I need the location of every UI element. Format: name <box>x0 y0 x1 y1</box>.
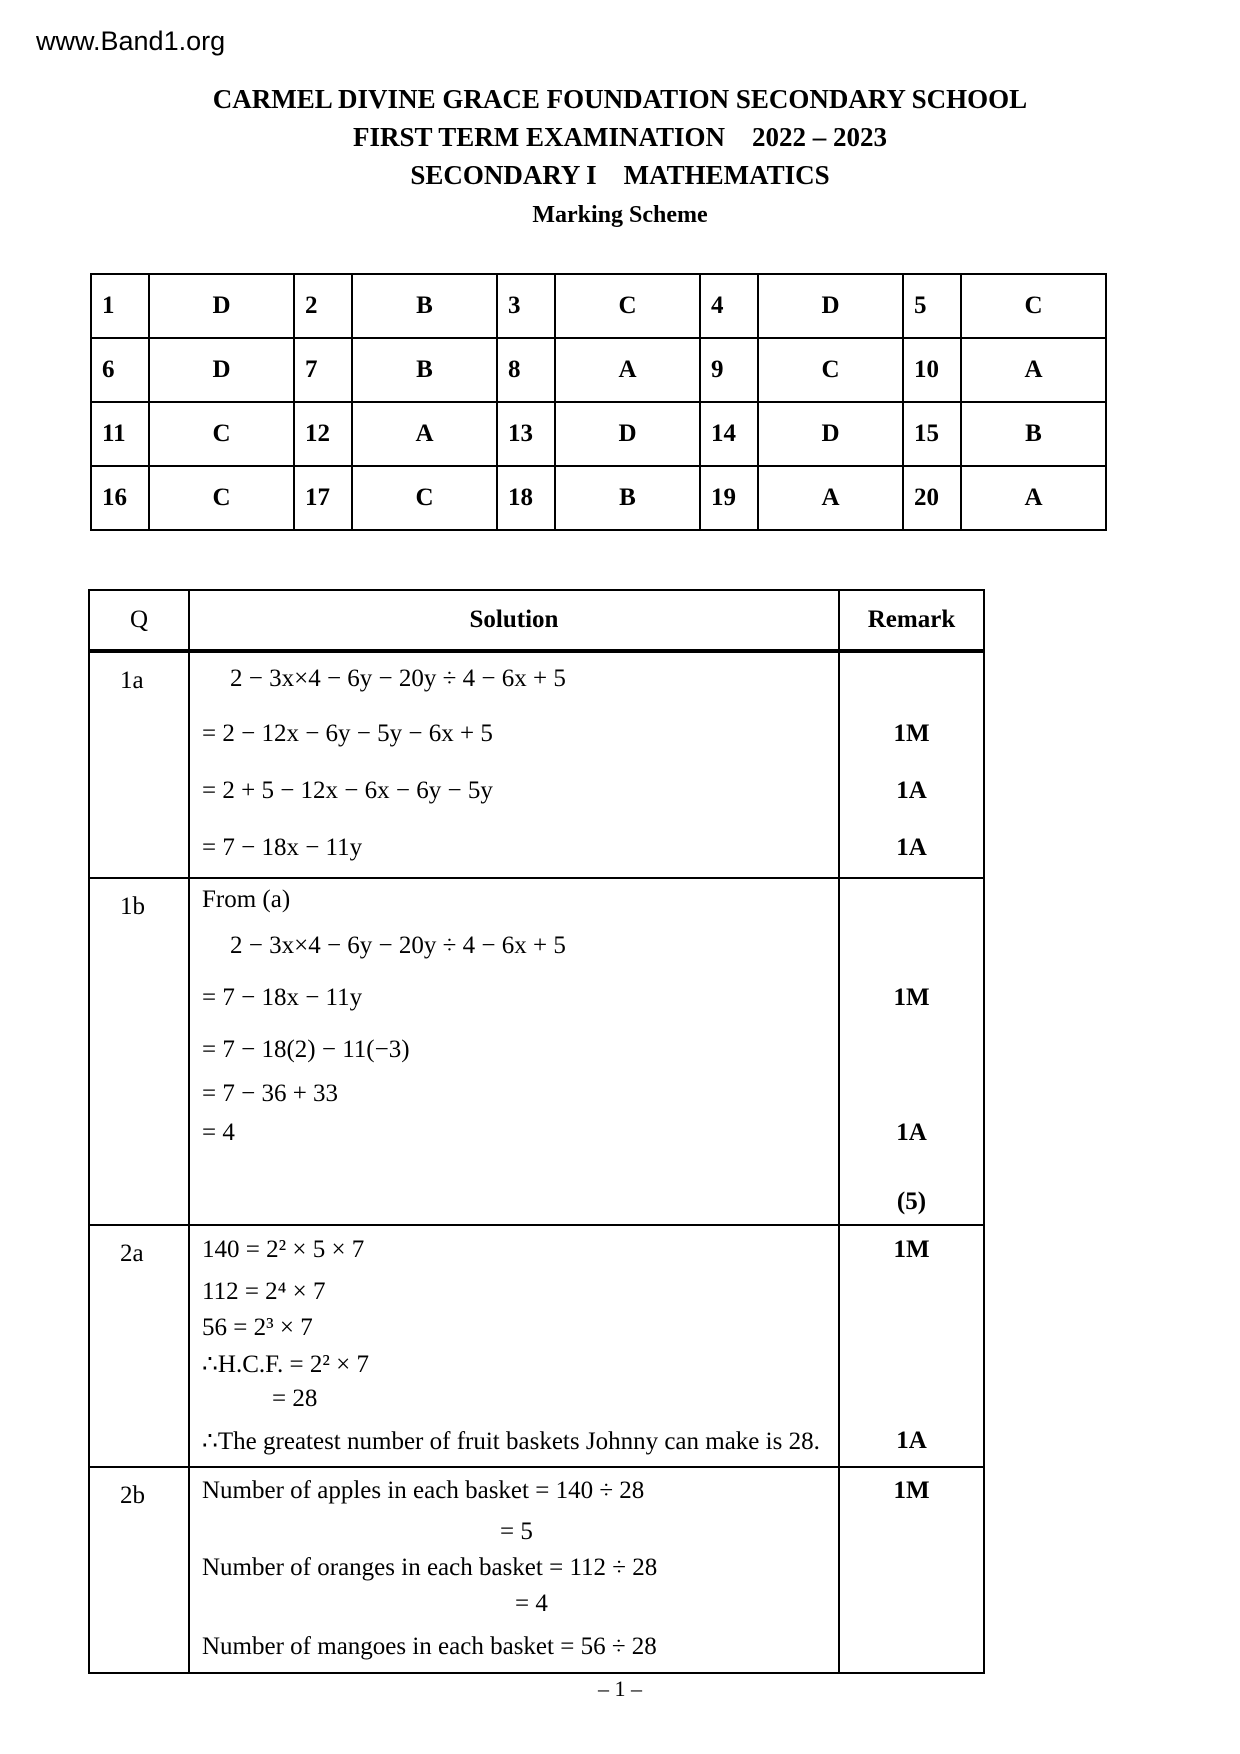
watermark-text: www.Band1.org <box>36 26 226 56</box>
mc-question-number: 11 <box>91 402 149 466</box>
mc-answer: A <box>961 466 1106 530</box>
mc-question-number: 10 <box>903 338 961 402</box>
header-q: Q <box>90 591 190 649</box>
mc-question-number: 12 <box>294 402 352 466</box>
remark: 1M <box>838 1468 983 1514</box>
mc-answer: B <box>555 466 700 530</box>
mc-question-number: 15 <box>903 402 961 466</box>
solution-line: = 4 <box>202 1119 235 1146</box>
mc-answer: D <box>149 274 294 338</box>
remark <box>838 653 983 705</box>
remark <box>838 1310 983 1346</box>
remark: 1A <box>838 1113 983 1153</box>
solution-line: = 2 + 5 − 12x − 6x − 6y − 5y <box>202 776 493 804</box>
table-row <box>91 338 1106 402</box>
remark: 1M <box>838 705 983 762</box>
mc-question-number: 8 <box>497 338 555 402</box>
mc-answer: A <box>758 466 903 530</box>
solution-line: Number of mangoes in each basket = 56 ÷ 28 <box>202 1633 657 1660</box>
mc-answer: D <box>758 274 903 338</box>
remark <box>838 921 983 971</box>
question-label: 2a <box>90 1226 190 1466</box>
solution-line <box>190 1179 838 1224</box>
solution-row <box>90 877 983 1224</box>
solution-body <box>190 1226 983 1466</box>
solution-row <box>90 651 983 877</box>
table-row <box>91 466 1106 530</box>
remark <box>838 1514 983 1550</box>
remark <box>838 879 983 921</box>
solution-line: 140 = 2² × 5 × 7 <box>202 1236 365 1263</box>
header-solution: Solution <box>469 606 559 633</box>
remark <box>838 1025 983 1075</box>
mc-question-number: 20 <box>903 466 961 530</box>
mc-question-number: 13 <box>497 402 555 466</box>
table-row <box>91 402 1106 466</box>
solution-line: = 2 − 12x − 6y − 5y − 6x + 5 <box>202 719 493 747</box>
remark <box>838 1550 983 1586</box>
remark: 1A <box>838 819 983 877</box>
mc-answer: A <box>961 338 1106 402</box>
question-label: 1a <box>90 653 190 877</box>
mc-answer: B <box>352 274 497 338</box>
solution-line: = 7 − 36 + 33 <box>202 1080 339 1107</box>
mc-answer: B <box>961 402 1106 466</box>
mc-question-number: 2 <box>294 274 352 338</box>
mc-question-number: 5 <box>903 274 961 338</box>
mc-answer: D <box>758 402 903 466</box>
school-name: CARMEL DIVINE GRACE FOUNDATION SECONDARY SCHOOL <box>212 84 1028 114</box>
header-remark: Remark <box>838 591 983 649</box>
remark <box>838 1346 983 1382</box>
solution-body <box>190 879 983 1224</box>
mc-question-number: 9 <box>700 338 758 402</box>
mc-answer: A <box>352 402 497 466</box>
mc-question-number: 16 <box>91 466 149 530</box>
solution-line: From (a) <box>202 886 291 913</box>
solution-body <box>190 653 983 877</box>
remark: 1A <box>838 1416 983 1466</box>
remark <box>838 1274 983 1310</box>
mc-answer: D <box>555 402 700 466</box>
remark: (5) <box>838 1179 983 1224</box>
solution-line: = 7 − 18(2) − 11(−3) <box>202 1036 410 1063</box>
solution-line: 2 − 3x×4 − 6y − 20y ÷ 4 − 6x + 5 <box>230 665 566 692</box>
solution-row <box>90 1224 983 1466</box>
mc-answer: C <box>149 466 294 530</box>
mc-answer-table <box>90 273 1107 531</box>
solution-line: = 5 <box>500 1518 533 1545</box>
solution-line: 112 = 2⁴ × 7 <box>202 1278 326 1305</box>
mc-answer: D <box>149 338 294 402</box>
mc-answer: C <box>758 338 903 402</box>
table-row <box>91 274 1106 338</box>
solution-line <box>190 1153 838 1179</box>
remark <box>838 1586 983 1622</box>
mc-question-number: 14 <box>700 402 758 466</box>
mc-answer: A <box>555 338 700 402</box>
solution-line: 2 − 3x×4 − 6y − 20y ÷ 4 − 6x + 5 <box>230 932 566 959</box>
solutions-table <box>88 589 985 1674</box>
page-number: – 1 – <box>598 1676 642 1701</box>
remark: 1A <box>838 762 983 819</box>
remark <box>838 1153 983 1179</box>
mc-answer: C <box>352 466 497 530</box>
mc-question-number: 19 <box>700 466 758 530</box>
solution-row <box>90 1466 983 1672</box>
remark: 1M <box>838 971 983 1025</box>
remark <box>838 1622 983 1672</box>
solution-line: ∴The greatest number of fruit baskets Johnny can make is 28. <box>202 1428 820 1455</box>
mc-answer: C <box>149 402 294 466</box>
mc-question-number: 18 <box>497 466 555 530</box>
mc-answer: B <box>352 338 497 402</box>
solution-line: Number of apples in each basket = 140 ÷ 28 <box>202 1477 645 1504</box>
solution-line: = 7 − 18x − 11y <box>202 984 363 1011</box>
subject-title: SECONDARY I MATHEMATICS <box>410 160 830 190</box>
mc-question-number: 7 <box>294 338 352 402</box>
question-label: 1b <box>90 879 190 1224</box>
mc-question-number: 6 <box>91 338 149 402</box>
solution-line: = 7 − 18x − 11y <box>202 834 363 861</box>
mc-question-number: 3 <box>497 274 555 338</box>
remark <box>838 1382 983 1416</box>
solution-line: = 28 <box>272 1385 318 1412</box>
remark: 1M <box>838 1226 983 1274</box>
solution-line: 56 = 2³ × 7 <box>202 1314 313 1341</box>
solutions-header-row <box>90 591 983 651</box>
mc-question-number: 1 <box>91 274 149 338</box>
mc-question-number: 4 <box>700 274 758 338</box>
solution-body <box>190 1468 983 1672</box>
mc-answer: C <box>961 274 1106 338</box>
marking-scheme-title: Marking Scheme <box>532 202 708 228</box>
solution-line: = 4 <box>515 1590 548 1617</box>
question-label: 2b <box>90 1468 190 1672</box>
mc-answer: C <box>555 274 700 338</box>
solution-line: ∴H.C.F. = 2² × 7 <box>202 1351 369 1378</box>
remark <box>838 1075 983 1113</box>
exam-title: FIRST TERM EXAMINATION 2022 – 2023 <box>352 122 888 152</box>
solution-line: Number of oranges in each basket = 112 ÷ 28 <box>202 1554 658 1581</box>
mc-question-number: 17 <box>294 466 352 530</box>
